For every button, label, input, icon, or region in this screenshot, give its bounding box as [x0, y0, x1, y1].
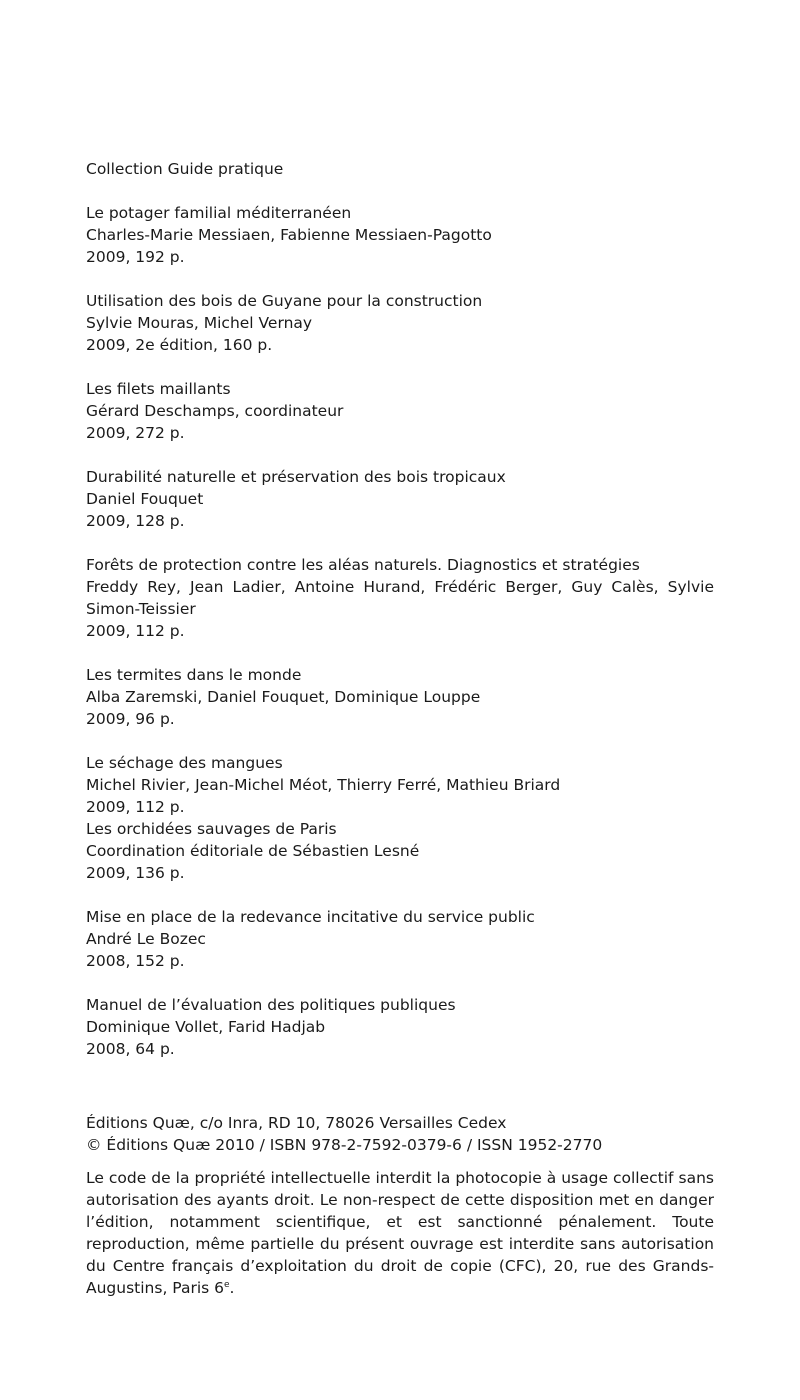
book-details: 2009, 112 p. [86, 622, 185, 640]
book-title: Le séchage des mangues [86, 754, 283, 772]
book-authors: Charles-Marie Messiaen, Fabienne Messiaen-Pagotto [86, 226, 492, 244]
book-entry-8 [86, 818, 714, 884]
book-title: Mise en place de la redevance incitative du service public [86, 908, 535, 926]
book-title: Les filets maillants [86, 380, 231, 398]
book-entry-2 [86, 290, 714, 356]
book-details: 2009, 112 p. [86, 798, 185, 816]
legal-notice [86, 1167, 714, 1299]
book-entry-10 [86, 994, 714, 1060]
book-authors: Coordination éditoriale de Sébastien Lesné [86, 842, 420, 860]
book-entry-5 [86, 554, 714, 642]
book-details: 2008, 64 p. [86, 1040, 175, 1058]
book-entry-7 [86, 752, 714, 818]
book-details: 2009, 128 p. [86, 512, 185, 530]
book-list-page [86, 158, 714, 1060]
book-entry-3 [86, 378, 714, 444]
book-authors: Gérard Deschamps, coordinateur [86, 402, 344, 420]
book-authors: Dominique Vollet, Farid Hadjab [86, 1018, 326, 1036]
book-title: Durabilité naturelle et préservation des bois tropicaux [86, 468, 506, 486]
copyright-line: © Éditions Quæ 2010 / ISBN 978-2-7592-0379-6 / ISSN 1952-2770 [86, 1136, 603, 1154]
book-authors: Sylvie Mouras, Michel Vernay [86, 314, 313, 332]
book-details: 2009, 2e édition, 160 p. [86, 336, 273, 354]
book-details: 2009, 96 p. [86, 710, 175, 728]
publisher-address: Éditions Quæ, c/o Inra, RD 10, 78026 Versailles Cedex [86, 1114, 507, 1132]
book-authors: Alba Zaremski, Daniel Fouquet, Dominique Louppe [86, 688, 481, 706]
book-title: Les orchidées sauvages de Paris [86, 820, 337, 838]
book-entry-4 [86, 466, 714, 532]
legal-text: Le code de la propriété intellectuelle interdit la photocopie à usage collectif sans autorisation des ayants droit. Le non-respect de cette disposition met en danger l’édition, notamment scientifique, et est sanctionné pénalement. Toute reproduction, même partielle du présent ouvrage est interdite sans autorisation du Centre français d’exploitation du droit de copie (CFC), 20, rue des Grands-Augustins, Paris 6 [86, 1169, 714, 1297]
legal-end: . [229, 1279, 235, 1297]
book-title: Forêts de protection contre les aléas naturels. Diagnostics et stratégies [86, 556, 640, 574]
book-entry-6 [86, 664, 714, 730]
publisher-info [86, 1112, 714, 1156]
book-authors: Daniel Fouquet [86, 490, 204, 508]
legal-superscript: e [224, 1279, 230, 1290]
book-title: Les termites dans le monde [86, 666, 302, 684]
book-details: 2009, 136 p. [86, 864, 185, 882]
book-title: Le potager familial méditerranéen [86, 204, 352, 222]
book-entry-1 [86, 202, 714, 268]
book-title: Utilisation des bois de Guyane pour la construction [86, 292, 483, 310]
book-details: 2009, 192 p. [86, 248, 185, 266]
book-authors: André Le Bozec [86, 930, 206, 948]
book-authors: Michel Rivier, Jean-Michel Méot, Thierry Ferré, Mathieu Briard [86, 776, 561, 794]
series-title: Collection Guide pratique [86, 160, 284, 178]
book-details: 2008, 152 p. [86, 952, 185, 970]
book-details: 2009, 272 p. [86, 424, 185, 442]
book-entry-9 [86, 906, 714, 972]
book-authors: Freddy Rey, Jean Ladier, Antoine Hurand, Frédéric Berger, Guy Calès, Sylvie Simon-Teissier [86, 578, 714, 618]
book-title: Manuel de l’évaluation des politiques publiques [86, 996, 456, 1014]
